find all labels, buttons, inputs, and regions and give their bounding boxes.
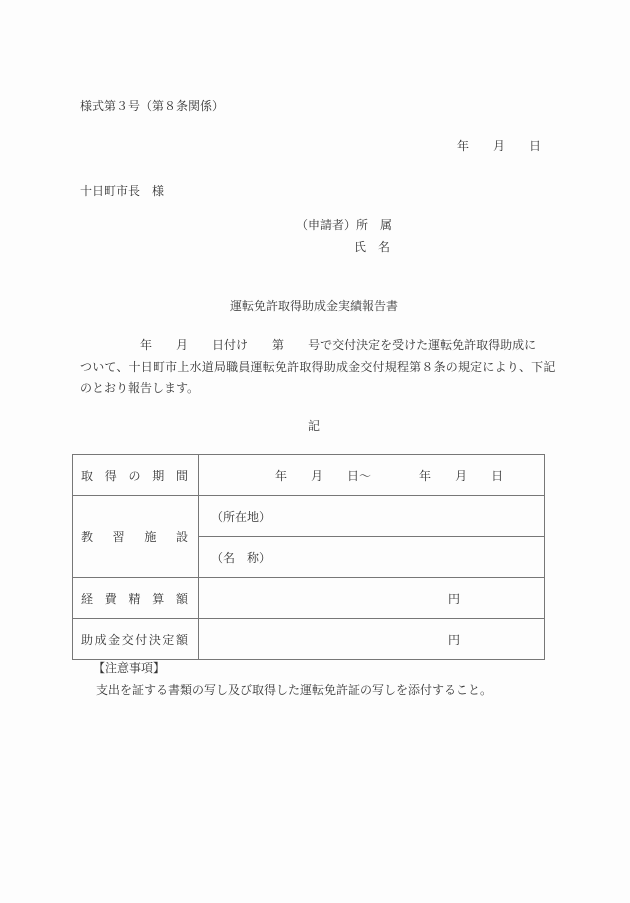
label-char: 得 [104,468,117,483]
table-row-grant [73,619,545,660]
body-line1-rest: 号で交付決定を受けた運転免許取得助成に [308,338,537,352]
body-number-prefix: 第 [272,338,285,352]
label-char: 経 [81,591,94,606]
period-start-month: 月 [311,468,324,483]
form-number: 様式第３号（第８条関係） [80,99,225,113]
label-char: 成 [94,632,107,647]
label-period [73,455,199,496]
date-month: 月 [493,139,506,153]
label-expense-settlement [73,578,199,619]
addressee: 十日町市長 様 [80,184,165,198]
period-text [199,467,544,484]
period-end-month: 月 [455,468,468,483]
label-char: 設 [175,530,188,544]
body-year: 年 [140,338,153,352]
label-char: 間 [175,468,188,483]
label-char: 教 [81,530,94,544]
label-char: 取 [81,468,94,483]
label-char: 額 [175,632,188,647]
label-char: の [128,468,141,483]
label-char: 期 [152,468,165,483]
date-year: 年 [457,139,470,153]
body-line-1 [80,336,536,353]
notes-text: 支出を証する書類の写し及び取得した運転免許証の写しを添付すること。 [96,683,493,697]
period-start-day: 日～ [347,468,372,483]
school-location-label: （所在地） [211,509,272,524]
label-char: 算 [152,591,165,606]
table-row-expense [73,578,545,619]
table-row-school-location [73,496,545,537]
yen-unit: 円 [447,632,460,647]
period-end-day: 日 [491,468,504,483]
applicant-affiliation [296,216,392,233]
label-grant-decision [73,619,199,660]
applicant-prefix: （申請者） [296,218,357,232]
expense-amount-field[interactable] [199,578,545,619]
body-dated: 日付け [212,338,249,352]
period-start-year: 年 [275,468,288,483]
date-day: 日 [529,139,542,153]
label-char: 付 [135,632,148,647]
applicant-name-label: 氏 名 [354,240,391,254]
affiliation-label: 所 属 [356,218,393,232]
label-char: 定 [162,632,175,647]
date-line [457,137,541,154]
label-char: 額 [175,591,188,606]
notes-heading: 【注意事項】 [93,661,166,675]
label-char: 交 [121,632,134,647]
school-location-field[interactable] [199,496,545,537]
yen-unit: 円 [447,591,460,606]
report-table [72,454,545,660]
body-line-3: のとおり報告します。 [80,381,200,395]
document-title: 運転免許取得助成金実績報告書 [230,299,399,313]
label-char: 精 [128,591,141,606]
school-name-field[interactable] [199,537,545,578]
school-name-label: （名 称） [211,550,272,565]
ki-heading: 記 [308,419,321,433]
body-month: 月 [176,338,189,352]
label-driving-school [73,496,199,578]
grant-amount-field[interactable] [199,619,545,660]
label-char: 助 [81,632,94,647]
period-value[interactable] [199,455,545,496]
label-char: 決 [148,632,161,647]
table-row-period [73,455,545,496]
label-char: 費 [104,591,117,606]
body-line-2: ついて、十日町市上水道局職員運転免許取得助成金交付規程第８条の規定により、下記 [80,360,556,374]
period-end-year: 年 [419,468,432,483]
label-char: 金 [108,632,121,647]
label-char: 習 [112,530,125,544]
label-char: 施 [144,530,157,544]
